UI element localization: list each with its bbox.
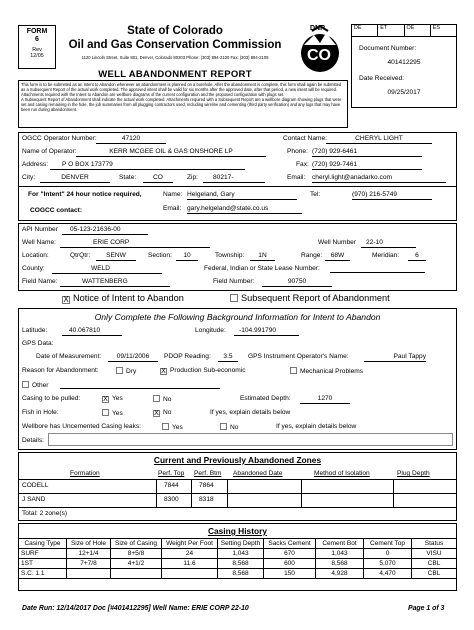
table-row — [19, 559, 457, 569]
casing-col-hole: Size of Hole — [67, 539, 111, 549]
wellbore-no-checkbox[interactable] — [220, 423, 227, 430]
gps-operator: Paul Tappy — [364, 353, 426, 362]
address-label: Address: — [22, 161, 49, 168]
zone-col-perf-btm: Perf. Btm — [194, 470, 222, 477]
zip-label: Zip: — [187, 174, 198, 181]
longitude: -104.991790 — [234, 327, 299, 336]
cogcc-contact-label: COGCC contact: — [30, 207, 83, 214]
operator-name-label: Name of Operator: — [22, 148, 77, 155]
contact-name-label: Contact Name: — [283, 135, 327, 142]
rev-date: 12/05 — [30, 53, 44, 60]
zones-total: Total: 2 zone(s) — [22, 510, 68, 517]
fish-no-checkbox[interactable]: X — [154, 410, 159, 417]
well-name-label: Well Name: — [22, 239, 56, 246]
gps-data-label: GPS Data: — [22, 340, 54, 347]
est-depth-label: Estimated Depth: — [240, 395, 291, 402]
tab-et: ET — [378, 25, 404, 36]
casing-col-size: Size of Casing — [111, 539, 162, 549]
casing-table — [18, 538, 457, 579]
state: CO — [143, 174, 173, 183]
longitude-label: Longitude: — [195, 327, 226, 334]
logo-text-top: DNR — [310, 25, 326, 32]
field-name-label: Field Name: — [22, 278, 58, 285]
casing-cell — [67, 569, 111, 579]
zone-col-abandoned-date: Abandoned Date — [233, 470, 283, 477]
state-title: State of Colorado — [127, 25, 223, 37]
casing-pulled-no-label: No — [163, 396, 172, 403]
pdop-label: PDOP Reading: — [164, 353, 211, 360]
fish-label: Fish in Hole: — [22, 409, 59, 416]
tab-oe: OE — [405, 25, 431, 36]
fish-no-label: No — [163, 409, 172, 416]
footer-page-number: Page 1 of 3 — [408, 605, 445, 612]
table-header-row — [19, 539, 457, 549]
cogcc-tel: (970) 216-5749 — [352, 191, 432, 200]
township-label: Township: — [215, 252, 245, 259]
cogcc-email-label: Email: — [163, 205, 182, 212]
doc-number-label: Document Number: — [359, 45, 417, 52]
casing-cell: 0 — [364, 549, 412, 559]
well-number-label: Well Number — [318, 239, 356, 246]
zone-perf-top: 7844 — [164, 482, 179, 489]
casing-cell: CBL — [412, 569, 457, 579]
tab-de: DE — [352, 25, 378, 36]
production-checkbox[interactable]: X — [161, 368, 166, 375]
est-depth: 1270 — [300, 395, 350, 404]
casing-cell: 1,043 — [316, 549, 364, 559]
casing-pulled-no[interactable] — [153, 395, 171, 404]
instructions-text: This form is to be submitted as an Intent to Abandon whenever an abandonment is planned on a borehole. After the abandonment is complete, this form shall again be submitted as a Subsequent Report of the actual work completed. The approved intent shall be valid for six months after the approved date, after that period, a new intent will be required. Attachments required with the Intent to Abandon are wellbore diagrams of the current configuration and the proposed configuration with plugs set. — [21, 82, 342, 98]
casing-cell: 4+1/2 — [111, 559, 162, 569]
casing-cell — [162, 569, 218, 579]
measure-date-label: Date of Measurement: — [36, 353, 102, 360]
fish-yes-checkbox[interactable] — [102, 409, 109, 416]
casing-cell: 8,568 — [218, 559, 264, 569]
table-row — [22, 482, 48, 490]
date-received: 09/25/2017 — [387, 89, 421, 96]
location-label: Location: — [22, 252, 49, 259]
subsequent-report-checkbox[interactable] — [230, 294, 238, 302]
casing-col-status: Status — [412, 539, 457, 549]
casing-col-cement-top: Cement Top — [364, 539, 412, 549]
casing-pulled-yes-checkbox[interactable]: X — [103, 396, 108, 403]
api-number: 05-123-21636-00 — [62, 226, 148, 235]
reason-label: Reason for Abandonment: — [22, 367, 99, 374]
casing-heading: Casing History — [207, 526, 268, 536]
dry-option[interactable] — [116, 367, 136, 376]
wellbore-no-label: No — [230, 424, 239, 431]
city: DENVER — [40, 174, 110, 183]
meridian-label: Meridian: — [372, 252, 400, 259]
document-box — [351, 24, 457, 108]
casing-cell: 8,568 — [316, 559, 364, 569]
notice-intent-label: Notice of Intent to Abandon — [73, 293, 184, 303]
subsequent-report-label: Subsequent Report of Abandonment — [241, 293, 390, 303]
casing-cell: SURF — [19, 549, 67, 559]
logo-text-bottom: CO — [307, 47, 331, 64]
range-label: Range: — [301, 252, 323, 259]
production-label: Production Sub-economic — [170, 367, 246, 374]
meridian: 6 — [408, 252, 426, 261]
qtrqtr-label: QtrQtr: — [70, 252, 91, 259]
commission-title: Oil and Gas Conservation Commission — [68, 39, 282, 51]
form-number: 6 — [35, 36, 39, 43]
mechanical-label: Mechanical Problems — [300, 368, 364, 375]
wellbore-label: Wellbore has Uncemented Casing leaks: — [22, 423, 141, 430]
zone-formation: J SAND — [22, 496, 46, 503]
zone-col-formation: Formation — [70, 470, 100, 477]
address: P O BOX 173779 — [50, 161, 245, 170]
latitude: 40.067810 — [62, 327, 122, 336]
township: 1N — [250, 252, 275, 261]
zones-heading: Current and Previously Abandoned Zones — [153, 455, 322, 465]
casing-cell: 5,070 — [364, 559, 412, 569]
table-row — [22, 496, 45, 504]
instructions-text-2: A Subsequent Report of Abandonment shall indicate the actual work completed. Attachments required with a Subsequent Report are a wellbore diagram showing plugs that were set and casing remaining in the hole, the job summaries from all plugging contractors used, including wireline and cementing (third party verification) and any logs that may have been run during abandonment. — [21, 97, 342, 113]
casing-pulled-no-checkbox[interactable] — [153, 395, 160, 402]
zone-perf-btm: 7864 — [199, 482, 214, 489]
cogcc-name: Helgeland, Gary — [187, 191, 297, 200]
doc-number: 401412295 — [387, 59, 421, 66]
casing-cell: 670 — [264, 549, 316, 559]
zone-formation: CODELL — [22, 482, 49, 489]
latitude-label: Latitude: — [22, 327, 48, 334]
intent-notice-label: For "Intent" 24 hour notice required, — [28, 191, 142, 198]
field-number: 90750 — [262, 278, 332, 287]
county-label: County: — [22, 265, 45, 272]
pdop: 3.5 — [218, 353, 238, 362]
cogcc-email: gary.helgeland@state.co.us — [187, 205, 302, 214]
ogcc-number: 47120 — [96, 135, 166, 144]
fish-yes-label: Yes — [112, 410, 123, 417]
casing-cell: 4,470 — [364, 569, 412, 579]
zone-col-method: Method of Isolation — [314, 470, 370, 477]
production-option[interactable] — [160, 367, 246, 375]
casing-cell: 600 — [264, 559, 316, 569]
city-label: City: — [22, 174, 36, 181]
casing-pulled-yes-label: Yes — [112, 395, 123, 402]
fish-explain: If yes, explain details below — [210, 409, 291, 416]
casing-cell — [111, 569, 162, 579]
background-heading: Only Complete the Following Background Information for Intent to Abandon — [94, 312, 381, 322]
field-number-label: Field Number: — [213, 278, 255, 285]
county: WELD — [52, 265, 162, 274]
well-number: 22-10 — [361, 239, 416, 248]
casing-cell: 4,928 — [316, 569, 364, 579]
casing-col-sacks: Sacks Cement — [264, 539, 316, 549]
commission-address: 1120 Lincoln Street, Suite 801, Denver, Colorado 80203 Phone: (303) 894-2100 Fax: (303) 894-2109 — [81, 55, 269, 60]
section: 10 — [176, 252, 198, 261]
fish-yes[interactable] — [102, 409, 123, 418]
other-checkbox[interactable] — [22, 381, 29, 388]
instructions — [18, 80, 348, 128]
casing-col-weight: Weight Per Foot — [162, 539, 218, 549]
casing-cell: 1,043 — [218, 549, 264, 559]
zip: 80217- — [203, 174, 265, 183]
casing-pulled-yes[interactable] — [102, 395, 123, 403]
casing-col-cement-bot: Cement Bot — [316, 539, 364, 549]
operator-name: KERR MCGEE OIL & GAS ONSHORE LP — [76, 148, 266, 157]
wellbore-yes[interactable] — [162, 423, 183, 432]
state-label: State: — [119, 174, 137, 181]
wellbore-yes-checkbox[interactable] — [162, 423, 169, 430]
zone-perf-btm: 8318 — [199, 496, 214, 503]
casing-cell: 8+5/8 — [111, 549, 162, 559]
zone-col-plug-depth: Plug Depth — [397, 470, 430, 477]
table-row — [19, 549, 457, 559]
tab-es: ES — [432, 25, 440, 31]
wellbore-explain: If yes, explain details below — [276, 423, 357, 430]
casing-cell: 7+7/8 — [67, 559, 111, 569]
subsequent-report-option[interactable] — [230, 293, 390, 303]
wellbore-yes-label: Yes — [172, 424, 183, 431]
table-row — [19, 569, 457, 579]
wellbore-no[interactable] — [220, 423, 238, 432]
zone-col-perf-top: Perf. Top — [158, 470, 185, 477]
casing-cell: CBL — [412, 559, 457, 569]
fish-no[interactable] — [153, 409, 171, 417]
gps-operator-label: GPS Instrument Operator's Name: — [248, 353, 349, 360]
dry-label: Dry — [126, 368, 137, 375]
fax-label: Fax: — [296, 161, 309, 168]
email-label: Email: — [287, 174, 306, 181]
report-title: WELL ABANDONMENT REPORT — [98, 69, 252, 80]
cogcc-tel-label: Tel: — [310, 191, 321, 198]
casing-pulled-label: Casing to be pulled: — [22, 395, 81, 402]
other-label: Other — [32, 382, 49, 389]
range: 68W — [325, 252, 350, 261]
dry-checkbox[interactable] — [116, 367, 123, 374]
cogcc-name-label: Name: — [163, 191, 183, 198]
lease-number — [330, 272, 425, 273]
field-name: WATTENBERG — [60, 278, 170, 287]
casing-cell: 1ST — [19, 559, 67, 569]
fax: (720) 929-7461 — [312, 161, 422, 170]
api-label: API Number — [22, 226, 58, 233]
mechanical-checkbox[interactable] — [290, 367, 297, 374]
ogcc-number-label: OGCC Operator Number: — [22, 135, 97, 142]
casing-cell: 8,568 — [218, 569, 264, 579]
phone-label: Phone: — [287, 148, 308, 155]
casing-cell: 24 — [162, 549, 218, 559]
zone-perf-top: 8300 — [164, 496, 179, 503]
measure-date: 09/11/2006 — [108, 353, 158, 362]
casing-cell: 11.6 — [162, 559, 218, 569]
well-name: ERIE CORP — [60, 239, 210, 248]
date-received-label: Date Received: — [359, 75, 405, 82]
qtrqtr: SENW — [96, 252, 136, 261]
casing-col-type: Casing Type — [19, 539, 67, 549]
casing-cell: VISU — [412, 549, 457, 559]
details-label: Details: — [22, 437, 44, 444]
casing-cell: S.C. 1.1 — [19, 569, 67, 579]
other-field[interactable] — [60, 388, 220, 389]
email: cheryl.light@anadarko.com — [312, 174, 446, 183]
notice-intent-checkbox[interactable]: X — [63, 295, 69, 304]
phone: (720) 929-6461 — [312, 148, 422, 157]
section-label: Section: — [148, 252, 172, 259]
rev-label: Rev — [32, 47, 42, 53]
lease-label: Federal, Indian or State Lease Number: — [204, 265, 320, 272]
dnr-logo — [298, 23, 342, 73]
contact-name: CHERYL LIGHT — [326, 135, 432, 144]
casing-cell: 12+1/4 — [67, 549, 111, 559]
form-number-box — [18, 25, 56, 69]
details-field[interactable] — [48, 433, 453, 446]
casing-col-depth: Setting Depth — [218, 539, 264, 549]
form-label: FORM — [26, 28, 48, 35]
footer-run-info: Date Run: 12/14/2017 Doc [#401412295] Well Name: ERIE CORP 22-10 — [22, 605, 249, 612]
casing-cell: 150 — [264, 569, 316, 579]
notice-intent-option[interactable] — [62, 293, 184, 304]
mechanical-option[interactable] — [290, 367, 363, 376]
other-option[interactable] — [22, 381, 49, 390]
zone-grid — [18, 479, 457, 509]
